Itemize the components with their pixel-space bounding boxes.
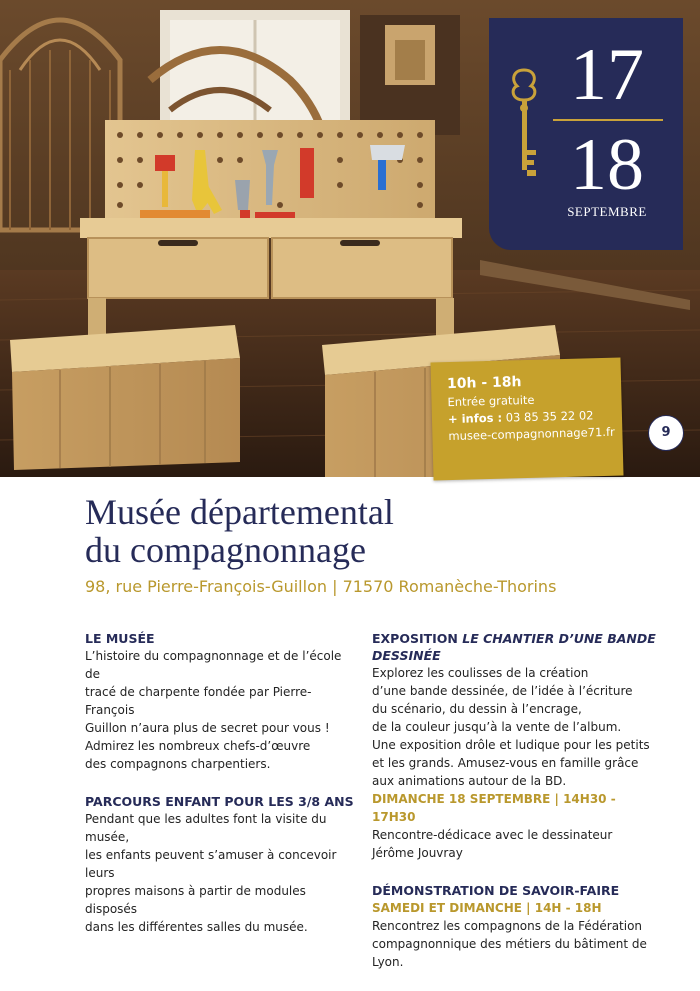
page-number: 9 [648, 415, 684, 451]
text-line: les enfants peuvent s’amuser à concevoir leurs [85, 848, 337, 880]
section-text [85, 647, 357, 773]
text-line: Rencontrez les compagnons de la Fédération [372, 919, 643, 933]
text-line: Admirez les nombreux chefs-d’œuvre [85, 739, 311, 753]
title-line-2: du compagnonnage [85, 530, 366, 570]
text-line: dans les différentes salles du musée. [85, 920, 308, 934]
section-text [372, 664, 662, 790]
opening-hours: 10h - 18h [446, 374, 522, 393]
text-line: tracé de charpente fondée par Pierre-François [85, 685, 312, 717]
heading-title: LE CHANTIER D’UNE BANDE [462, 631, 656, 646]
section-heading: DÉMONSTRATION DE SAVOIR-FAIRE [372, 883, 620, 898]
text-line: Pendant que les adultes font la visite du musée, [85, 812, 327, 844]
website-link[interactable]: musee-compagnonnage71.fr [448, 424, 615, 444]
text-line: Rencontre-dédicace avec le dessinateur [372, 828, 613, 842]
title-line-1: Musée départemental [85, 492, 394, 532]
phone-label: + infos : [447, 410, 503, 427]
heading-prefix: EXPOSITION [372, 631, 458, 646]
event-date: DIMANCHE 18 SEPTEMBRE | 14H30 - 17H30 [372, 792, 616, 824]
date-month: SEPTEMBRE [567, 204, 647, 219]
text-line: Jérôme Jouvray [372, 846, 463, 860]
text-line: de la couleur jusqu’à la vente de l’album. [372, 720, 622, 734]
text-line: L’histoire du compagnonnage et de l’école de [85, 649, 342, 681]
text-line: des compagnons charpentiers. [85, 757, 271, 771]
section-text [85, 810, 357, 936]
section-musee [85, 630, 357, 773]
date-start: 17 [570, 34, 644, 116]
phone-number[interactable]: 03 85 35 22 02 [505, 408, 594, 425]
section-heading: LE MUSÉE [85, 631, 155, 646]
key-icon [507, 66, 541, 191]
text-line: Explorez les coulisses de la création [372, 666, 589, 680]
text-line: compagnonnique des métiers du bâtiment de Lyon. [372, 937, 647, 969]
date-end: 18 [570, 124, 644, 206]
section-parcours-enfant [85, 793, 357, 936]
section-exposition [372, 630, 662, 862]
event-date: SAMEDI ET DIMANCHE | 14H - 18H [372, 901, 602, 915]
text-line: du scénario, du dessin à l’encrage, [372, 702, 582, 716]
date-divider [553, 119, 663, 121]
info-box [430, 358, 623, 481]
right-column [372, 630, 662, 991]
text-line: propres maisons à partir de modules disposés [85, 884, 306, 916]
page-title [85, 493, 645, 569]
address: 98, rue Pierre-François-Guillon | 71570 Romanèche-Thorins [85, 577, 557, 596]
section-heading [372, 630, 662, 664]
text-line: Une exposition drôle et ludique pour les petits [372, 738, 650, 752]
entry-price: Entrée gratuite [447, 392, 535, 410]
section-heading: PARCOURS ENFANT POUR LES 3/8 ANS [85, 794, 354, 809]
text-line: et les grands. Amusez-vous en famille grâce [372, 756, 639, 770]
heading-title: DESSINÉE [372, 648, 441, 663]
section-demonstration [372, 882, 662, 971]
text-line: d’une bande dessinée, de l’idée à l’écriture [372, 684, 633, 698]
date-badge [489, 18, 683, 250]
text-line: aux animations autour de la BD. [372, 774, 567, 788]
section-text [372, 917, 662, 971]
text-line: Guillon n’aura plus de secret pour vous ! [85, 721, 330, 735]
left-column [85, 630, 357, 956]
event-text [372, 826, 662, 862]
